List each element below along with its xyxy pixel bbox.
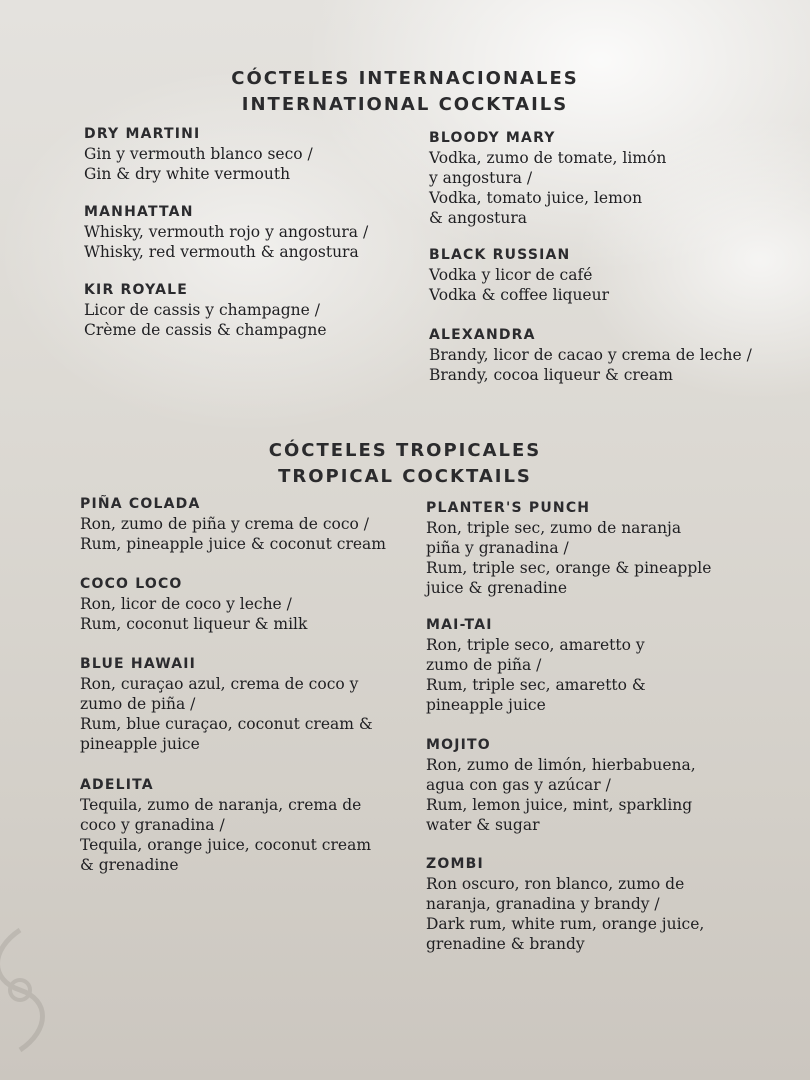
- item-name: ALEXANDRA: [429, 327, 536, 343]
- item-description: Tequila, zumo de naranja, crema de coco y granadina / Tequila, orange juice, coconut cream & grenadine: [80, 796, 372, 874]
- menu-item: [84, 124, 474, 184]
- item-description: Ron, triple sec, zumo de naranja piña y granadina / Rum, triple sec, orange & pineapple juice & grenadine: [426, 519, 712, 597]
- item-description: Ron oscuro, ron blanco, zumo de naranja, granadina y brandy / Dark rum, white rum, orange juice, grenadine & brandy: [426, 875, 705, 953]
- item-description: Ron, triple seco, amaretto y zumo de piña / Rum, triple sec, amaretto & pineapple juice: [426, 636, 646, 714]
- item-name: DRY MARTINI: [84, 126, 201, 142]
- menu-item: [429, 128, 810, 228]
- item-name: COCO LOCO: [80, 576, 183, 592]
- menu-item: [426, 854, 810, 954]
- international-title-es: CÓCTELES INTERNACIONALES: [231, 68, 579, 89]
- menu-item: [429, 325, 810, 385]
- menu-item: [80, 654, 470, 754]
- menu-item: [84, 280, 474, 340]
- item-description: Brandy, licor de cacao y crema de leche / Brandy, cocoa liqueur & cream: [429, 346, 752, 384]
- item-description: Whisky, vermouth rojo y angostura / Whisky, red vermouth & angostura: [84, 223, 369, 261]
- item-description: Ron, zumo de limón, hierbabuena, agua con gas y azúcar / Rum, lemon juice, mint, sparkling water & sugar: [426, 756, 696, 834]
- menu-item: [80, 574, 470, 634]
- menu-item: [80, 775, 470, 875]
- item-name: ZOMBI: [426, 856, 484, 872]
- item-description: Vodka y licor de café Vodka & coffee liqueur: [429, 266, 609, 304]
- item-name: ADELITA: [80, 777, 154, 793]
- item-name: PLANTER'S PUNCH: [426, 500, 591, 516]
- item-name: MOJITO: [426, 737, 491, 753]
- item-name: KIR ROYALE: [84, 282, 189, 298]
- item-description: Ron, licor de coco y leche / Rum, coconut liqueur & milk: [80, 595, 308, 633]
- item-description: Ron, zumo de piña y crema de coco / Rum, pineapple juice & coconut cream: [80, 515, 386, 553]
- menu-item: [429, 245, 810, 305]
- menu-item: [80, 494, 470, 554]
- tropical-section-title: [0, 438, 810, 490]
- item-name: BLACK RUSSIAN: [429, 247, 571, 263]
- international-title-en: INTERNATIONAL COCKTAILS: [241, 94, 569, 115]
- menu-item: [426, 735, 810, 835]
- item-name: BLOODY MARY: [429, 130, 556, 146]
- item-description: Ron, curaçao azul, crema de coco y zumo de piña / Rum, blue curaçao, coconut cream & pineapple juice: [80, 675, 373, 753]
- tropical-title-en: TROPICAL COCKTAILS: [278, 466, 532, 487]
- item-description: Vodka, zumo de tomate, limón y angostura / Vodka, tomato juice, lemon & angostura: [429, 149, 667, 227]
- decorative-ornament-icon: [0, 920, 60, 1060]
- item-name: BLUE HAWAII: [80, 656, 197, 672]
- item-name: MANHATTAN: [84, 204, 194, 220]
- item-name: PIÑA COLADA: [80, 496, 201, 512]
- tropical-title-es: CÓCTELES TROPICALES: [268, 440, 542, 461]
- menu-item: [426, 498, 810, 598]
- item-description: Gin y vermouth blanco seco / Gin & dry white vermouth: [84, 145, 313, 183]
- international-section-title: [0, 66, 810, 118]
- item-description: Licor de cassis y champagne / Crème de cassis & champagne: [84, 301, 327, 339]
- menu-item: [426, 615, 810, 715]
- menu-item: [84, 202, 474, 262]
- item-name: MAI-TAI: [426, 617, 493, 633]
